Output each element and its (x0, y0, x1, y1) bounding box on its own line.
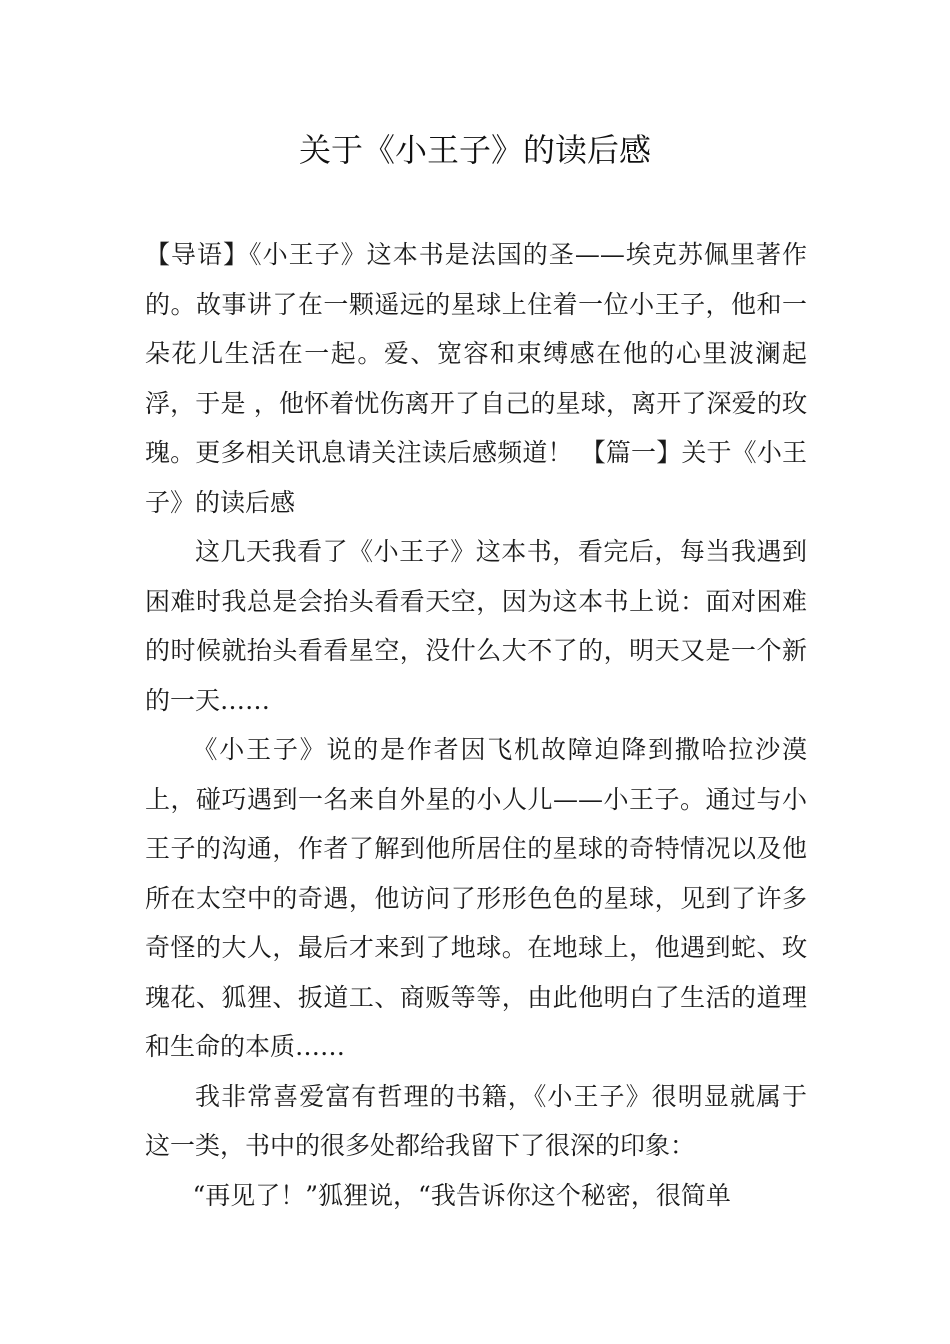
document-title: 关于《小王子》的读后感 (298, 131, 651, 169)
document-body (145, 230, 807, 1220)
paragraph-4: “再见了！”狐狸说，“我告诉你这个秘密，很简单 (192, 1180, 731, 1210)
paragraph-2: 《小王子》说的是作者因飞机故障迫降到撒哈拉沙漠上，碰巧遇到一名来自外星的小人儿——小王子。通过与小王子的沟通，作者了解到他所居住的星球的奇特情况以及他所在太空中的奇遇，他访问了形形色色的星球，见到了许多奇怪的大人，最后才来到了地球。在地球上，他遇到蛇、玫瑰花、狐狸、扳道工、商贩等等，由此他明白了生活的道理和生命的本质…… (145, 735, 807, 1061)
paragraph-intro: 【导语】《小王子》这本书是法国的圣——埃克苏佩里著作的。故事讲了在一颗遥远的星球上住着一位小王子，他和一朵花儿生活在一起。爱、宽容和束缚感在他的心里波澜起浮，于是 ，他怀着忧伤离开了自己的星球，离开了深爱的玫瑰。更多相关讯息请关注读后感频道！ 【篇一】关于《小王子》的读后感 (145, 240, 807, 517)
paragraph-3: 我非常喜爱富有哲理的书籍，《小王子》很明显就属于这一类，书中的很多处都给我留下了很深的印象： (145, 1081, 807, 1160)
paragraph-1: 这几天我看了《小王子》这本书，看完后，每当我遇到困难时我总是会抬头看看天空，因为这本书上说：面对困难的时候就抬头看看星空，没什么大不了的，明天又是一个新的一天…… (145, 537, 807, 715)
